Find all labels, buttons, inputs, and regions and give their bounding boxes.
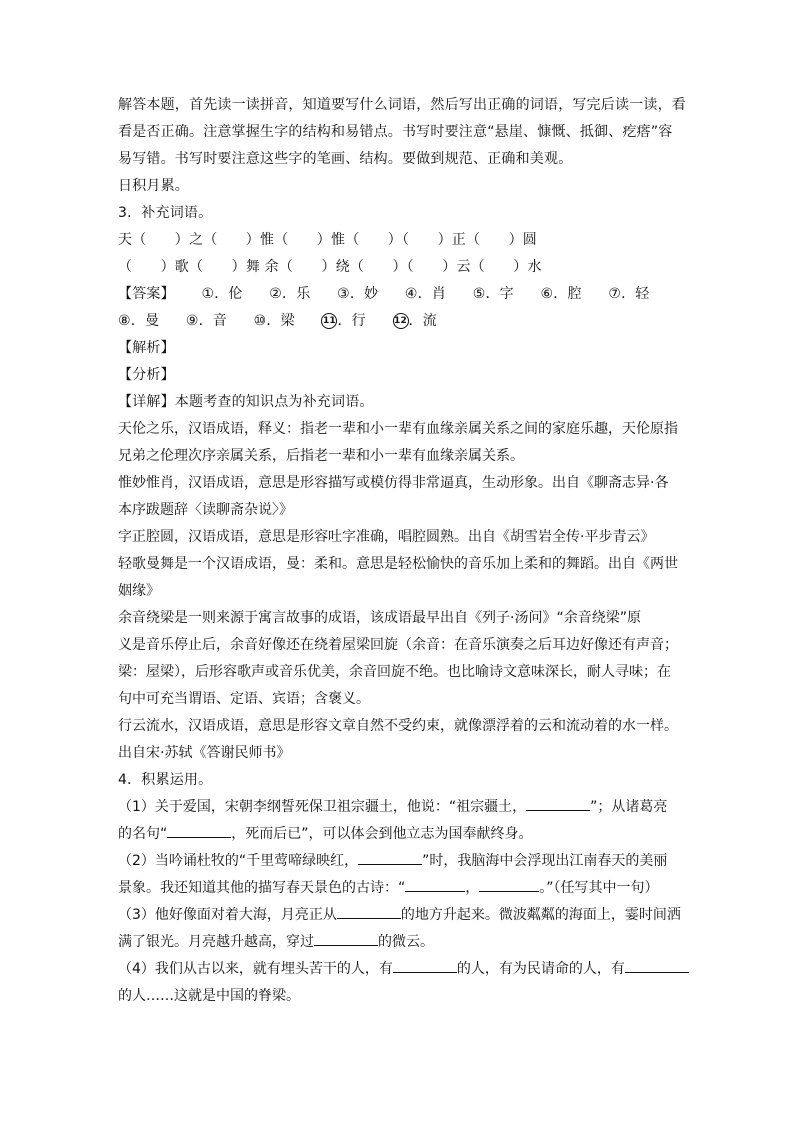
q4-item-3-line-1 xyxy=(118,902,681,929)
intro-line-1: 解答本题，首先读一读拼音，知道要写什么词语，然后写出正确的词语，写完后读一读，看 xyxy=(118,97,686,113)
answer-item: ⑥．腔 xyxy=(540,286,582,302)
explanation-line: 兄弟之伦理次序亲属关系，后指老一辈和小一辈有血缘亲属关系。 xyxy=(118,448,524,464)
circled-number: 11 xyxy=(321,313,337,329)
text: （3）他好像面对着大海，月亮正从 xyxy=(118,907,337,923)
text: ”；从诸葛亮 xyxy=(590,799,668,815)
intro-line-2: 看是否正确。注意掌握生字的结构和易错点。书写时要注意“悬崖、慷慨、抵御、疙瘩”容 xyxy=(118,124,673,140)
explanation-line: 字正腔圆，汉语成语，意思是形容吐字准确，唱腔圆熟。出自《胡雪岩全传·平步青云》 xyxy=(118,529,655,545)
text: 满了银光。月亮越升越高，穿过 xyxy=(118,934,314,950)
document-page xyxy=(118,92,686,1010)
analysis-label: 【解析】 xyxy=(118,340,175,356)
circled-number: 12 xyxy=(393,313,409,329)
fill-blank[interactable] xyxy=(405,876,465,892)
explanation-line: 余音绕梁是一则来源于寓言故事的成语，该成语最早出自《列子·汤问》“余音绕梁”原 xyxy=(118,610,641,626)
fill-blank[interactable] xyxy=(393,957,457,973)
text: 景象。我还知道其他的描写春天景色的古诗：“ xyxy=(118,880,406,896)
text: ，死而后已”，可以体会到他立志为国奉献终身。 xyxy=(231,826,533,842)
detail-line: 【详解】本题考查的知识点为补充词语。 xyxy=(118,394,374,410)
question-4-title: 4．积累运用。 xyxy=(118,772,213,788)
answer-line-1 xyxy=(118,281,678,308)
q4-item-3-line-2 xyxy=(118,929,678,956)
fill-blank[interactable] xyxy=(526,795,590,811)
answer-item: ⑧．曼 xyxy=(118,313,160,329)
explanation-line: 轻歌曼舞是一个汉语成语，曼：柔和。意思是轻松愉快的音乐加上柔和的舞蹈。出自《两世 xyxy=(118,556,678,572)
text: 的名句“ xyxy=(118,826,168,842)
answer-item: ①．伦 xyxy=(201,286,243,302)
text: 的地方升起来。微波粼粼的海面上，霎时间洒 xyxy=(400,907,681,923)
q4-item-4-line-1 xyxy=(118,956,678,983)
explanation-line: 义是音乐停止后，余音好像还在绕着屋梁回旋（余音：在音乐演奏之后耳边好像还有声音； xyxy=(118,637,678,653)
text: （4）我们从古以来，就有埋头苦干的人，有 xyxy=(118,961,393,977)
fill-blank[interactable] xyxy=(358,849,422,865)
explanation-line: 梁：屋梁），后形容歌声或音乐优美，余音回旋不绝。也比喻诗文意味深长，耐人寻味；在 xyxy=(118,664,671,680)
text: （1）关于爱国，宋朝李纲誓死保卫祖宗疆土，他说：“祖宗疆土， xyxy=(118,799,527,815)
text: 的微云。 xyxy=(378,934,434,950)
question-3-row-2: （ ）歌（ ）舞 余（ ）绕（ ）（ ）云（ ）水 xyxy=(118,259,542,275)
explanation-line: 句中可充当谓语、定语、宾语；含褒义。 xyxy=(118,691,370,707)
explanation-line: 行云流水，汉语成语，意思是形容文章自然不受约束，就像漂浮着的云和流动着的水一样。 xyxy=(118,718,678,734)
section-heading: 日积月累。 xyxy=(118,178,189,194)
answer-line-2 xyxy=(118,308,678,335)
breakdown-label: 【分析】 xyxy=(118,367,175,383)
answer-item: ⑦．轻 xyxy=(608,286,650,302)
text: 的人，有为民请命的人，有 xyxy=(456,961,625,977)
answer-text: ．流 xyxy=(408,313,437,329)
q4-item-2-line-1 xyxy=(118,848,678,875)
answer-item: ⑩．梁 xyxy=(253,313,295,329)
question-3-row-1: 天（ ）之（ ）惟（ ）惟（ ）（ ）正（ ）圆 xyxy=(118,232,537,248)
q4-item-2-line-2 xyxy=(118,875,678,902)
fill-blank[interactable] xyxy=(479,876,539,892)
intro-line-3: 易写错。书写时要注意这些字的笔画、结构。要做到规范、正确和美观。 xyxy=(118,151,573,167)
answer-item: ⑨．音 xyxy=(185,313,227,329)
explanation-line: 惟妙惟肖，汉语成语，意思是形容描写或模仿得非常逼真，生动形象。出自《聊斋志异·各 xyxy=(118,475,669,491)
answer-item-12 xyxy=(393,313,437,329)
answer-label: 【答案】 xyxy=(118,286,175,302)
answer-item: ④．肖 xyxy=(404,286,447,302)
explanation-line: 天伦之乐，汉语成语，释义：指老一辈和小一辈有血缘亲属关系之间的家庭乐趣，天伦原指 xyxy=(118,421,678,437)
answer-text: ．行 xyxy=(337,313,366,329)
question-3-title: 3．补充词语。 xyxy=(118,205,213,221)
text: （2）当吟诵杜牧的“千里莺啼绿映红， xyxy=(118,853,359,869)
text: ”时，我脑海中会浮现出江南春天的美丽 xyxy=(422,853,668,869)
q4-item-1-line-1 xyxy=(118,794,678,821)
fill-blank[interactable] xyxy=(314,930,378,946)
q4-item-1-line-2 xyxy=(118,821,678,848)
text: 。”（任写其中一句） xyxy=(539,880,659,896)
explanation-line: 出自宋·苏轼《答谢民师书》 xyxy=(118,745,291,761)
answer-item: ②．乐 xyxy=(269,286,311,302)
fill-blank[interactable] xyxy=(625,957,689,973)
answer-item-11 xyxy=(321,313,365,329)
text: ， xyxy=(465,880,480,896)
answer-item: ⑤．字 xyxy=(472,286,514,302)
answer-item: ③．妙 xyxy=(337,286,379,302)
explanation-line: 本序跋题辞〈读聊斋杂说〉》 xyxy=(118,502,293,518)
fill-blank[interactable] xyxy=(167,822,231,838)
q4-item-4-line-2: 的人……这就是中国的脊梁。 xyxy=(118,988,300,1004)
explanation-line: 姻缘》 xyxy=(118,583,160,599)
fill-blank[interactable] xyxy=(337,903,401,919)
